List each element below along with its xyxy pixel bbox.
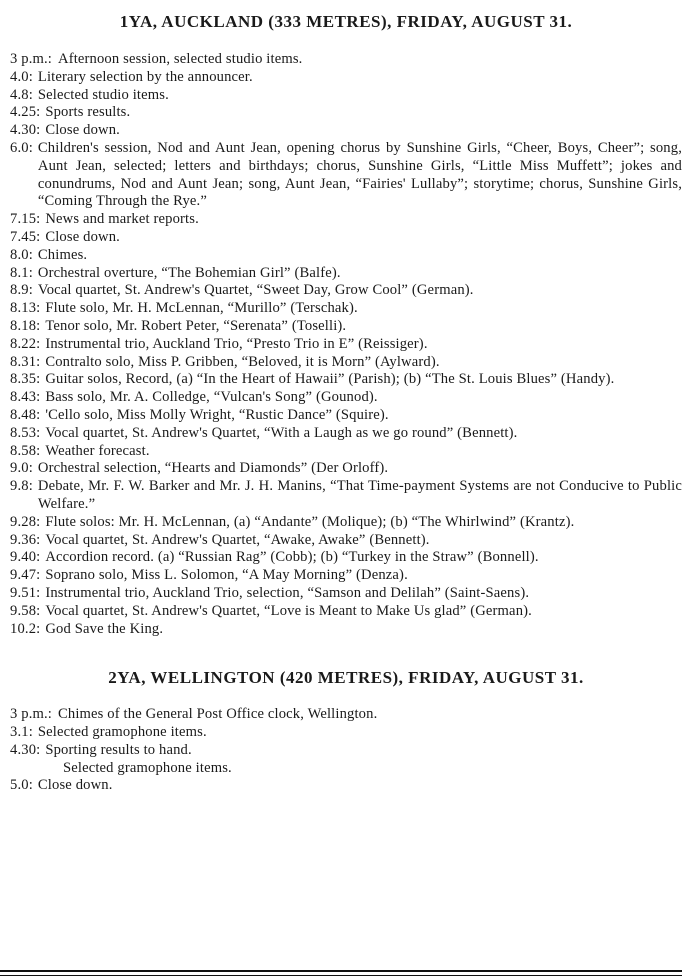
- entry-text: Orchestral selection, “Hearts and Diamonds” (Der Orloff).: [37, 460, 389, 477]
- entry-text: Soprano solo, Miss L. Solomon, “A May Morning” (Denza).: [45, 567, 408, 584]
- programme-entry: [10, 371, 682, 389]
- entry-text: Afternoon session, selected studio items.: [58, 51, 303, 67]
- programme-entry: [10, 460, 682, 478]
- entry-time: 6.0:: [10, 139, 33, 156]
- entry-time: 9.36:: [10, 531, 41, 548]
- programme-entry: [10, 122, 682, 140]
- entry-text: Selected gramophone items.: [37, 724, 207, 741]
- entry-time: 8.1:: [10, 264, 33, 281]
- entry-text: Vocal quartet, St. Andrew's Quartet, “With a Laugh as we go round” (Bennett).: [45, 424, 518, 441]
- programme-entry: [10, 318, 682, 336]
- entry-time: 9.47:: [10, 567, 41, 584]
- entry-text: Sporting results to hand.: [45, 741, 192, 758]
- entry-text: Sports results.: [45, 104, 131, 121]
- entry-time: 9.40:: [10, 549, 41, 566]
- entry-time: 4.25:: [10, 104, 41, 121]
- entry-time: 4.0:: [10, 68, 33, 85]
- entry-text: Chimes of the General Post Office clock, Wellington.: [58, 706, 378, 723]
- entry-text: Flute solos: Mr. H. McLennan, (a) “Andante” (Molique); (b) “The Whirlwind” (Krantz).: [45, 513, 575, 530]
- entry-time: 3 p.m.:: [10, 706, 52, 723]
- entry-time: 9.58:: [10, 602, 41, 619]
- programme-entry: [10, 567, 682, 585]
- programme-entry: [10, 87, 682, 105]
- programme-entry: [10, 247, 682, 265]
- entry-time: 8.35:: [10, 371, 41, 388]
- programme-entry: [10, 724, 682, 742]
- programme-entry: [10, 549, 682, 567]
- entry-text: Tenor solo, Mr. Robert Peter, “Serenata” (Toselli).: [45, 317, 347, 334]
- entry-time: 8.58:: [10, 442, 41, 459]
- entry-text: Close down.: [45, 228, 120, 245]
- programme-entry: [10, 706, 682, 724]
- entry-time: 8.18:: [10, 317, 41, 334]
- programme-entry: [10, 389, 682, 407]
- programme-entry: [10, 51, 682, 69]
- programme-entry: [10, 336, 682, 354]
- entry-text: Children's session, Nod and Aunt Jean, opening chorus by Sunshine Girls, “Cheer, Boys, Cheer”; song, Aunt Jean, selected; letters and birthdays; chorus, Sunshine Girls, “Little Miss Muffett”; jokes and conundrums, Nod and Aunt Jean; song, Aunt Jean, “Fairies' Lullaby”; storytime; chorus, Sunshine Girls, “Coming Through the Rye.”: [37, 139, 682, 210]
- entry-text: Weather forecast.: [45, 442, 150, 459]
- entry-text: Accordion record. (a) “Russian Rag” (Cobb); (b) “Turkey in the Straw” (Bonnell).: [45, 549, 539, 566]
- programme-entry: [10, 742, 682, 760]
- section-heading-auckland: 1YA, AUCKLAND (333 METRES), FRIDAY, AUGUST 31.: [119, 12, 573, 31]
- entry-text: Flute solo, Mr. H. McLennan, “Murillo” (Terschak).: [45, 300, 358, 317]
- entry-time: 9.8:: [10, 478, 33, 495]
- programme-entry: [10, 443, 682, 461]
- bottom-rule: [0, 970, 682, 972]
- entry-text: Orchestral overture, “The Bohemian Girl” (Balfe).: [37, 264, 341, 281]
- entry-time: 9.0:: [10, 460, 33, 477]
- entry-text: Chimes.: [37, 246, 88, 263]
- entry-text: Instrumental trio, Auckland Trio, selection, “Samson and Delilah” (Saint-Saens).: [45, 584, 530, 601]
- entry-text: Vocal quartet, St. Andrew's Quartet, “Awake, Awake” (Bennett).: [45, 531, 430, 548]
- entry-continuation: Selected gramophone items.: [63, 759, 232, 776]
- entry-time: 8.13:: [10, 300, 41, 317]
- entry-time: 8.53:: [10, 424, 41, 441]
- programme-entry: [10, 140, 682, 211]
- entry-time: 4.8:: [10, 86, 33, 103]
- programme-entry: [10, 282, 682, 300]
- entry-text: Contralto solo, Miss P. Gribben, “Beloved, it is Morn” (Aylward).: [45, 353, 440, 370]
- programme-list-wellington: [10, 706, 682, 795]
- entry-time: 8.22:: [10, 335, 41, 352]
- programme-entry: [10, 603, 682, 621]
- programme-entry: [10, 777, 682, 795]
- entry-text: News and market reports.: [45, 211, 199, 228]
- entry-time: 8.0:: [10, 246, 33, 263]
- entry-time: 8.43:: [10, 389, 41, 406]
- entry-time: 4.30:: [10, 741, 41, 758]
- programme-entry: [10, 69, 682, 87]
- entry-time: 3.1:: [10, 724, 33, 741]
- programme-entry: [10, 407, 682, 425]
- entry-text: Bass solo, Mr. A. Colledge, “Vulcan's Song” (Gounod).: [45, 389, 378, 406]
- entry-time: 8.48:: [10, 406, 41, 423]
- programme-entry: [10, 478, 682, 514]
- programme-entry: [10, 425, 682, 443]
- entry-text: God Save the King.: [45, 620, 164, 637]
- entry-text: Debate, Mr. F. W. Barker and Mr. J. H. Manins, “That Time-payment Systems are not Conducive to Public Welfare.”: [37, 478, 682, 512]
- entry-text: Literary selection by the announcer.: [37, 68, 253, 85]
- bottom-rule-thin: [0, 975, 682, 976]
- programme-entry: [10, 532, 682, 550]
- programme-entry: [10, 300, 682, 318]
- entry-time: 5.0:: [10, 777, 33, 794]
- entry-text: Vocal quartet, St. Andrew's Quartet, “Sweet Day, Grow Cool” (German).: [37, 282, 474, 299]
- entry-text: Close down.: [45, 122, 120, 139]
- programme-entry: [10, 211, 682, 229]
- programme-entry: [10, 104, 682, 122]
- programme-list-auckland: [10, 51, 682, 638]
- entry-time: 9.28:: [10, 513, 41, 530]
- programme-entry: [10, 621, 682, 639]
- entry-time: 7.15:: [10, 211, 41, 228]
- entry-text: Close down.: [37, 777, 113, 794]
- entry-text: 'Cello solo, Miss Molly Wright, “Rustic Dance” (Squire).: [45, 406, 389, 423]
- entry-time: 4.30:: [10, 122, 41, 139]
- programme-entry: [10, 514, 682, 532]
- entry-text: Instrumental trio, Auckland Trio, “Presto Trio in E” (Reissiger).: [45, 335, 428, 352]
- entry-text: Selected studio items.: [37, 86, 169, 103]
- entry-text: Guitar solos, Record, (a) “In the Heart of Hawaii” (Parish); (b) “The St. Louis Blues” (Handy).: [45, 371, 615, 388]
- entry-time: 8.9:: [10, 282, 33, 299]
- section-heading-wellington: 2YA, WELLINGTON (420 METRES), FRIDAY, AUGUST 31.: [108, 668, 584, 688]
- entry-time: 9.51:: [10, 584, 41, 601]
- entry-text: Vocal quartet, St. Andrew's Quartet, “Love is Meant to Make Us glad” (German).: [45, 602, 532, 619]
- entry-time: 7.45:: [10, 228, 41, 245]
- entry-time: 3 p.m.:: [10, 51, 52, 67]
- programme-entry: [10, 229, 682, 247]
- programme-page: [10, 6, 682, 795]
- entry-time: 8.31:: [10, 353, 41, 370]
- programme-entry: [10, 585, 682, 603]
- entry-time: 10.2:: [10, 620, 41, 637]
- programme-entry: [10, 265, 682, 283]
- programme-entry: [10, 354, 682, 372]
